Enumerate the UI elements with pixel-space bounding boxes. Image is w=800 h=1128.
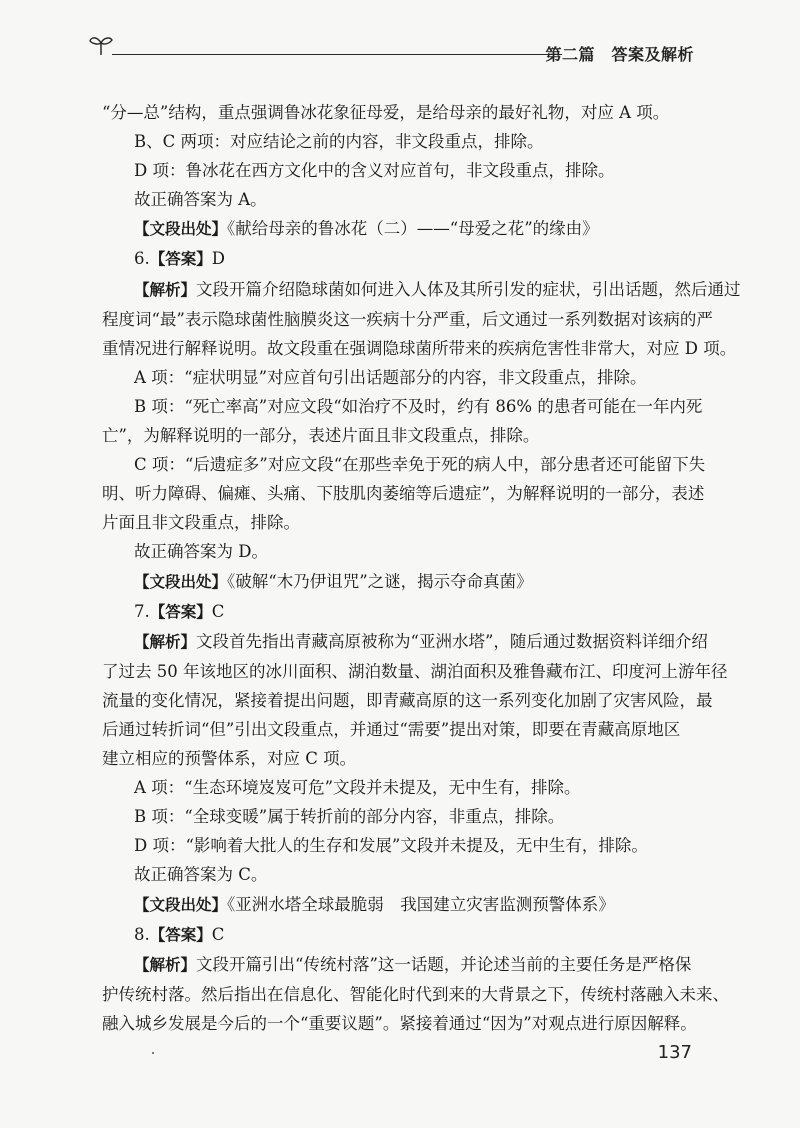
scan-speck <box>152 1052 154 1054</box>
paragraph-line: C 项：“后遗症多”对应文段“在那些幸免于死的病人中，部分患者还可能留下失 <box>134 455 706 475</box>
line-text: 文段开篇介绍隐球菌如何进入人体及其所引发的症状，引出话题，然后通过 <box>196 279 741 299</box>
section-tag: 【答案】 <box>149 250 212 269</box>
paragraph-line: 故正确答案为 C。 <box>134 865 268 885</box>
paragraph-line: 重情况进行解释说明。故文段重在强调隐球菌所带来的疾病危害性非常大，对应 D 项。 <box>102 338 737 358</box>
paragraph-line: 流量的变化情况，紧接着提出问题，即青藏高原的这一系列变化加剧了灾害风险，最 <box>102 690 713 710</box>
running-header <box>88 30 694 62</box>
line-text: 文段首先指出青藏高原被称为“亚洲水塔”，随后通过数据资料详细介绍 <box>196 631 708 651</box>
paragraph-line: “分—总”结构，重点强调鲁冰花象征母爱，是给母亲的最好礼物，对应 A 项。 <box>102 103 670 122</box>
header-rule <box>112 54 562 55</box>
paragraph-line: 故正确答案为 D。 <box>134 542 268 562</box>
paragraph-line: 了过去 50 年该地区的冰川面积、湖泊数量、湖泊面积及雅鲁藏布江、印度河上游年径 <box>102 661 728 681</box>
tagged-paragraph-line <box>102 214 702 244</box>
section-tag: 【解析】 <box>134 955 197 974</box>
tagged-paragraph-line <box>102 275 741 305</box>
tagged-paragraph-line <box>102 627 708 657</box>
paragraph-line: D 项：鲁冰花在西方文化中的含义对应首句，非文段重点，排除。 <box>134 161 615 181</box>
paragraph-line: 片面且非文段重点，排除。 <box>102 513 300 533</box>
paragraph-line: B 项：“死亡率高”对应文段“如治疗不及时，约有 86% 的患者可能在一年内死 <box>134 396 703 416</box>
line-text: C <box>211 601 225 621</box>
section-tag: 【解析】 <box>134 280 197 299</box>
tagged-paragraph-line <box>102 567 702 597</box>
tagged-paragraph-line <box>102 597 702 627</box>
line-text: 《亚洲水塔全球最脆弱 我国建立灾害监测预警体系》 <box>227 894 615 914</box>
paragraph-line: 融入城乡发展是今后的一个“重要议题”。紧接着通过“因为”对观点进行原因解释。 <box>102 1013 697 1033</box>
tagged-paragraph-line <box>102 244 702 274</box>
page-number: 137 <box>657 1042 692 1063</box>
paragraph-line: B 项：“全球变暖”属于转折前的部分内容，非重点，排除。 <box>134 807 565 827</box>
tagged-paragraph-line <box>102 950 702 980</box>
tagged-paragraph-line <box>102 890 702 920</box>
paragraph-line: 亡”，为解释说明的一部分，表述片面且非文段重点，排除。 <box>102 426 540 446</box>
question-number: 8. <box>134 924 150 944</box>
paragraph-line: 故正确答案为 A。 <box>134 190 267 210</box>
tagged-paragraph-line <box>102 920 702 950</box>
paragraph-line: 建立相应的预警体系，对应 C 项。 <box>102 749 357 769</box>
section-tag: 【答案】 <box>149 602 212 621</box>
paragraph-line: 护传统村落。然后指出在信息化、智能化时代到来的大背景之下，传统村落融入未来、 <box>102 984 729 1004</box>
paragraph-line: B、C 两项：对应结论之前的内容，非文段重点，排除。 <box>134 132 544 152</box>
paragraph-line: 明、听力障碍、偏瘫、头痛、下肢肌肉萎缩等后遗症”，为解释说明的一部分，表述 <box>102 484 705 504</box>
page-body <box>102 98 741 1038</box>
line-text: 文段开篇引出“传统村落”这一话题，并论述当前的主要任务是严格保 <box>196 954 692 974</box>
sprout-icon <box>88 34 114 56</box>
section-tag: 【解析】 <box>134 632 197 651</box>
question-number: 7. <box>134 601 150 621</box>
line-text: D <box>211 249 225 269</box>
paragraph-line: D 项：“影响着大批人的生存和发展”文段并未提及，无中生有，排除。 <box>134 836 648 856</box>
paragraph-line: 后通过转折词“但”引出文段重点，并通过“需要”提出对策，即要在青藏高原地区 <box>102 719 681 739</box>
section-tag: 【文段出处】 <box>134 895 228 914</box>
line-text: 《献给母亲的鲁冰花（二）——“母爱之花”的缘由》 <box>227 219 599 239</box>
question-number: 6. <box>134 249 150 269</box>
section-tag: 【文段出处】 <box>134 220 228 239</box>
line-text: 《破解“木乃伊诅咒”之谜，揭示夺命真菌》 <box>227 571 533 591</box>
paragraph-line: A 项：“症状明显”对应首句引出话题部分的内容，非文段重点，排除。 <box>134 367 647 387</box>
section-tag: 【文段出处】 <box>134 572 228 591</box>
section-tag: 【答案】 <box>149 925 212 944</box>
paragraph-line: 程度词“最”表示隐球菌性脑膜炎这一疾病十分严重，后文通过一系列数据对该病的严 <box>102 309 713 329</box>
line-text: C <box>211 924 225 944</box>
paragraph-line: A 项：“生态环境岌岌可危”文段并未提及，无中生有，排除。 <box>134 778 581 798</box>
section-title: 第二篇 答案及解析 <box>545 45 694 64</box>
